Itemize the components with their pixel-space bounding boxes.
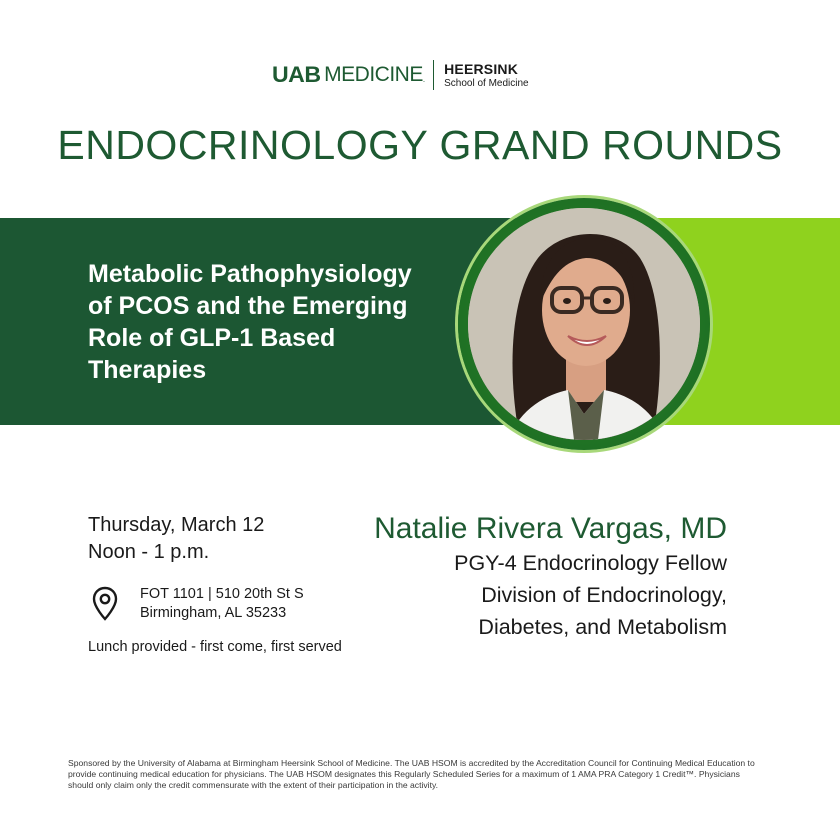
speaker-division: Diabetes, and Metabolism bbox=[478, 615, 727, 639]
talk-title-line: Therapies bbox=[88, 356, 207, 384]
logo-uab-text: UAB bbox=[272, 62, 321, 87]
speaker-name: Natalie Rivera Vargas, MD bbox=[374, 512, 727, 545]
logo-heersink-text: HEERSINK bbox=[444, 60, 519, 77]
speaker-division: Division of Endocrinology, bbox=[481, 583, 727, 607]
disclaimer-line: Sponsored by the University of Alabama at Birmingham Heersink School of Medicine. The UAB HSOM is accredited by the Accreditation Council for Continuing Medical Education to bbox=[68, 758, 755, 768]
talk-title-line: of PCOS and the Emerging bbox=[88, 292, 408, 320]
talk-title bbox=[88, 258, 448, 386]
accreditation-disclaimer bbox=[68, 758, 778, 791]
speaker-role: PGY-4 Endocrinology Fellow bbox=[454, 551, 727, 575]
page-title: ENDOCRINOLOGY GRAND ROUNDS bbox=[57, 122, 783, 168]
logo-divider bbox=[433, 60, 434, 90]
disclaimer-line: should only claim only the credit commensurate with the extent of their participation in the activity. bbox=[68, 780, 439, 790]
speaker-photo bbox=[468, 208, 700, 440]
location-pin-icon bbox=[92, 586, 118, 622]
uab-medicine-logo bbox=[272, 60, 572, 90]
logo-trademark: . bbox=[422, 75, 426, 84]
talk-title-line: Role of GLP-1 Based bbox=[88, 324, 336, 352]
heersink-logo bbox=[444, 62, 529, 89]
logo-medicine-text: MEDICINE bbox=[324, 63, 423, 86]
lunch-note: Lunch provided - first come, first served bbox=[88, 639, 342, 655]
address-line2: Birmingham, AL 35233 bbox=[140, 605, 287, 621]
talk-title-line: Metabolic Pathophysiology bbox=[88, 260, 412, 288]
logo-school-text: School of Medicine bbox=[444, 77, 529, 89]
event-date: Thursday, March 12 bbox=[88, 514, 265, 536]
address-line1: FOT 1101 | 510 20th St S bbox=[140, 586, 304, 602]
disclaimer-line: provide continuing medical education for physicians. The UAB HSOM designates this Regularly Scheduled Series for a maximum of 1 AMA PRA Category 1 Credit™. Physicians bbox=[68, 769, 740, 779]
event-time: Noon - 1 p.m. bbox=[88, 541, 210, 563]
